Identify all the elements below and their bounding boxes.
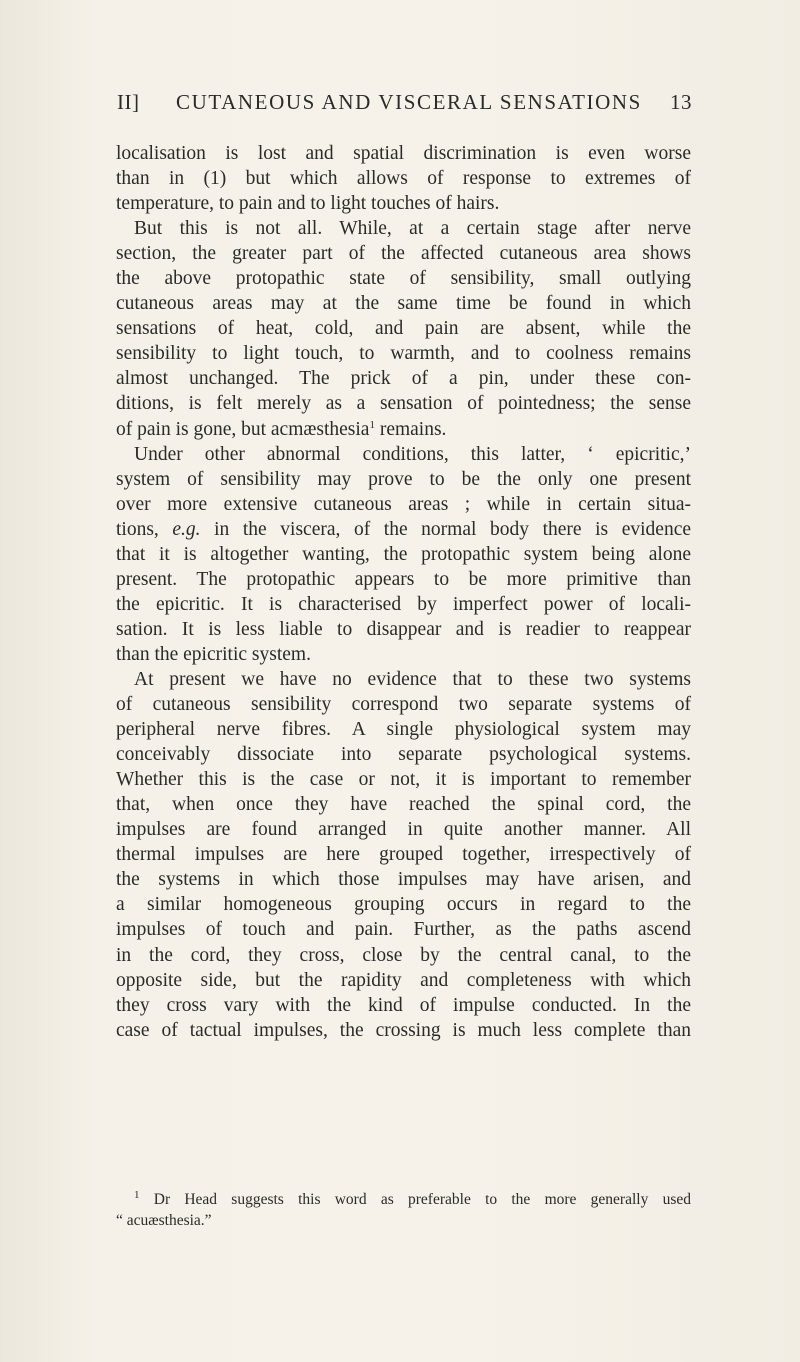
text-line: case of tactual impulses, the crossing is much less complete than	[116, 1019, 691, 1041]
body-text	[116, 141, 691, 1043]
footnote-line: “ acuæsthesia.”	[116, 1212, 212, 1229]
text-line: sensibility to light touch, to warmth, and to coolness remains	[116, 343, 691, 365]
text-line: in the cord, they cross, close by the central canal, to the	[116, 944, 691, 966]
text-line: Whether this is the case or not, it is important to remember	[116, 769, 691, 791]
text-line: over more extensive cutaneous areas ; while in certain situa-	[116, 493, 691, 515]
footnote-text: Dr Head suggests this word as preferable to the more generally used	[139, 1191, 691, 1208]
text-line: peripheral nerve fibres. A single physiological system may	[116, 719, 691, 741]
text-line: localisation is lost and spatial discrimination is even worse	[116, 143, 691, 164]
text-line: Under other abnormal conditions, this latter, ‘ epicritic,’	[134, 443, 691, 465]
text-line-with-footnote	[116, 417, 691, 442]
text-line: opposite side, but the rapidity and completeness with which	[116, 969, 691, 991]
text-segment: remains.	[374, 418, 447, 440]
footnote-line	[116, 1185, 691, 1210]
text-line: present. The protopathic appears to be more primitive than	[116, 568, 691, 590]
text-line: ditions, is felt merely as a sensation of pointedness; the sense	[116, 393, 691, 415]
running-title: CUTANEOUS AND VISCERAL SENSATIONS	[176, 90, 642, 114]
running-header	[117, 90, 692, 122]
text-line: than the epicritic system.	[116, 643, 311, 665]
text-line: of cutaneous sensibility correspond two separate systems of	[116, 694, 691, 716]
chapter-number: II]	[117, 90, 140, 114]
text-segment: in the viscera, of the normal body there is evidence	[200, 518, 692, 540]
text-line: that, when once they have reached the spinal cord, the	[116, 794, 691, 816]
text-line: thermal impulses are here grouped together, irrespectively of	[116, 844, 691, 866]
italic-abbreviation: e.g.	[172, 518, 201, 540]
text-line: impulses are found arranged in quite another manner. All	[116, 819, 691, 841]
text-line: conceivably dissociate into separate psychological systems.	[116, 744, 691, 766]
text-line: they cross vary with the kind of impulse conducted. In the	[116, 994, 691, 1016]
text-line: impulses of touch and pain. Further, as the paths ascend	[116, 919, 691, 941]
text-segment: tions,	[116, 518, 159, 540]
text-line: a similar homogeneous grouping occurs in regard to the	[116, 894, 691, 916]
text-line-with-italic	[116, 517, 691, 542]
page-number: 13	[670, 90, 692, 114]
text-line: sensations of heat, cold, and pain are absent, while the	[116, 318, 691, 340]
text-line: sation. It is less liable to disappear and is readier to reappear	[116, 618, 691, 640]
text-line: But this is not all. While, at a certain stage after nerve	[134, 218, 691, 240]
text-line: than in (1) but which allows of response to extremes of	[116, 168, 691, 190]
text-line: cutaneous areas may at the same time be found in which	[116, 293, 691, 315]
text-line: section, the greater part of the affected cutaneous area shows	[116, 243, 691, 265]
text-line: almost unchanged. The prick of a pin, under these con-	[116, 368, 691, 390]
text-line: system of sensibility may prove to be the only one present	[116, 468, 691, 490]
text-line: the epicritic. It is characterised by imperfect power of locali-	[116, 593, 691, 615]
text-line: the above protopathic state of sensibility, small outlying	[116, 268, 691, 290]
text-line: At present we have no evidence that to these two systems	[134, 668, 691, 690]
text-line: temperature, to pain and to light touches of hairs.	[116, 193, 500, 215]
text-line: that it is altogether wanting, the protopathic system being alone	[116, 543, 691, 565]
footnote	[116, 1185, 691, 1231]
footnote-marker: 1	[134, 1189, 140, 1201]
footnote-reference: 1	[369, 418, 375, 431]
text-line: the systems in which those impulses may have arisen, and	[116, 869, 691, 891]
text-segment: of pain is gone, but acmæsthesia	[116, 418, 370, 440]
